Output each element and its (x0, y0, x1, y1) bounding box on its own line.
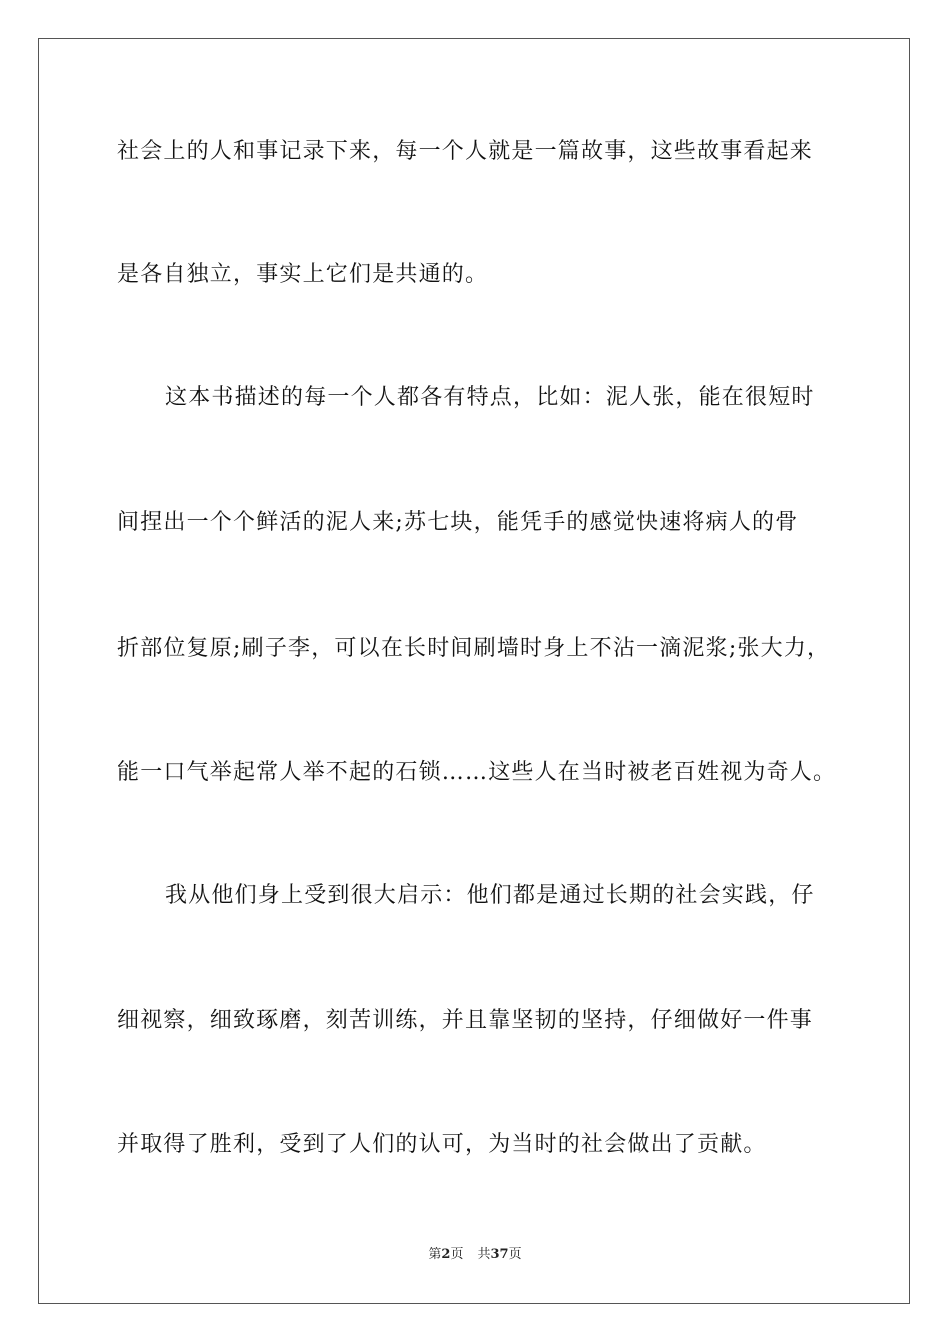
text-line-7: 我从他们身上受到很大启示：他们都是通过长期的社会实践，仔 (165, 883, 815, 908)
text-line-6: 能一口气举起常人举不起的石锁……这些人在当时被老百姓视为奇人。 (117, 760, 837, 785)
page-prefix: 第 (428, 1247, 442, 1262)
text-line-2: 是各自独立，事实上它们是共通的。 (117, 262, 489, 287)
total-suffix: 页 (508, 1247, 522, 1262)
page-number: 2 (441, 1247, 451, 1262)
text-line-8: 细视察，细致琢磨，刻苦训练，并且靠坚韧的坚持，仔细做好一件事 (117, 1008, 814, 1033)
page-footer (0, 1245, 950, 1265)
text-line-3: 这本书描述的每一个人都各有特点，比如：泥人张，能在很短时 (165, 385, 815, 410)
text-line-1: 社会上的人和事记录下来，每一个人就是一篇故事，这些故事看起来 (117, 139, 814, 164)
page-frame (38, 38, 910, 1304)
text-line-5: 折部位复原;刷子李，可以在长时间刷墙时身上不沾一滴泥浆;张大力， (117, 636, 831, 661)
text-line-9: 并取得了胜利，受到了人们的认可，为当时的社会做出了贡献。 (117, 1132, 767, 1157)
text-line-4: 间捏出一个个鲜活的泥人来;苏七块，能凭手的感觉快速将病人的骨 (117, 510, 799, 535)
total-pages: 37 (490, 1247, 509, 1262)
page-suffix: 页 (450, 1247, 464, 1262)
total-prefix: 共 (477, 1247, 491, 1262)
